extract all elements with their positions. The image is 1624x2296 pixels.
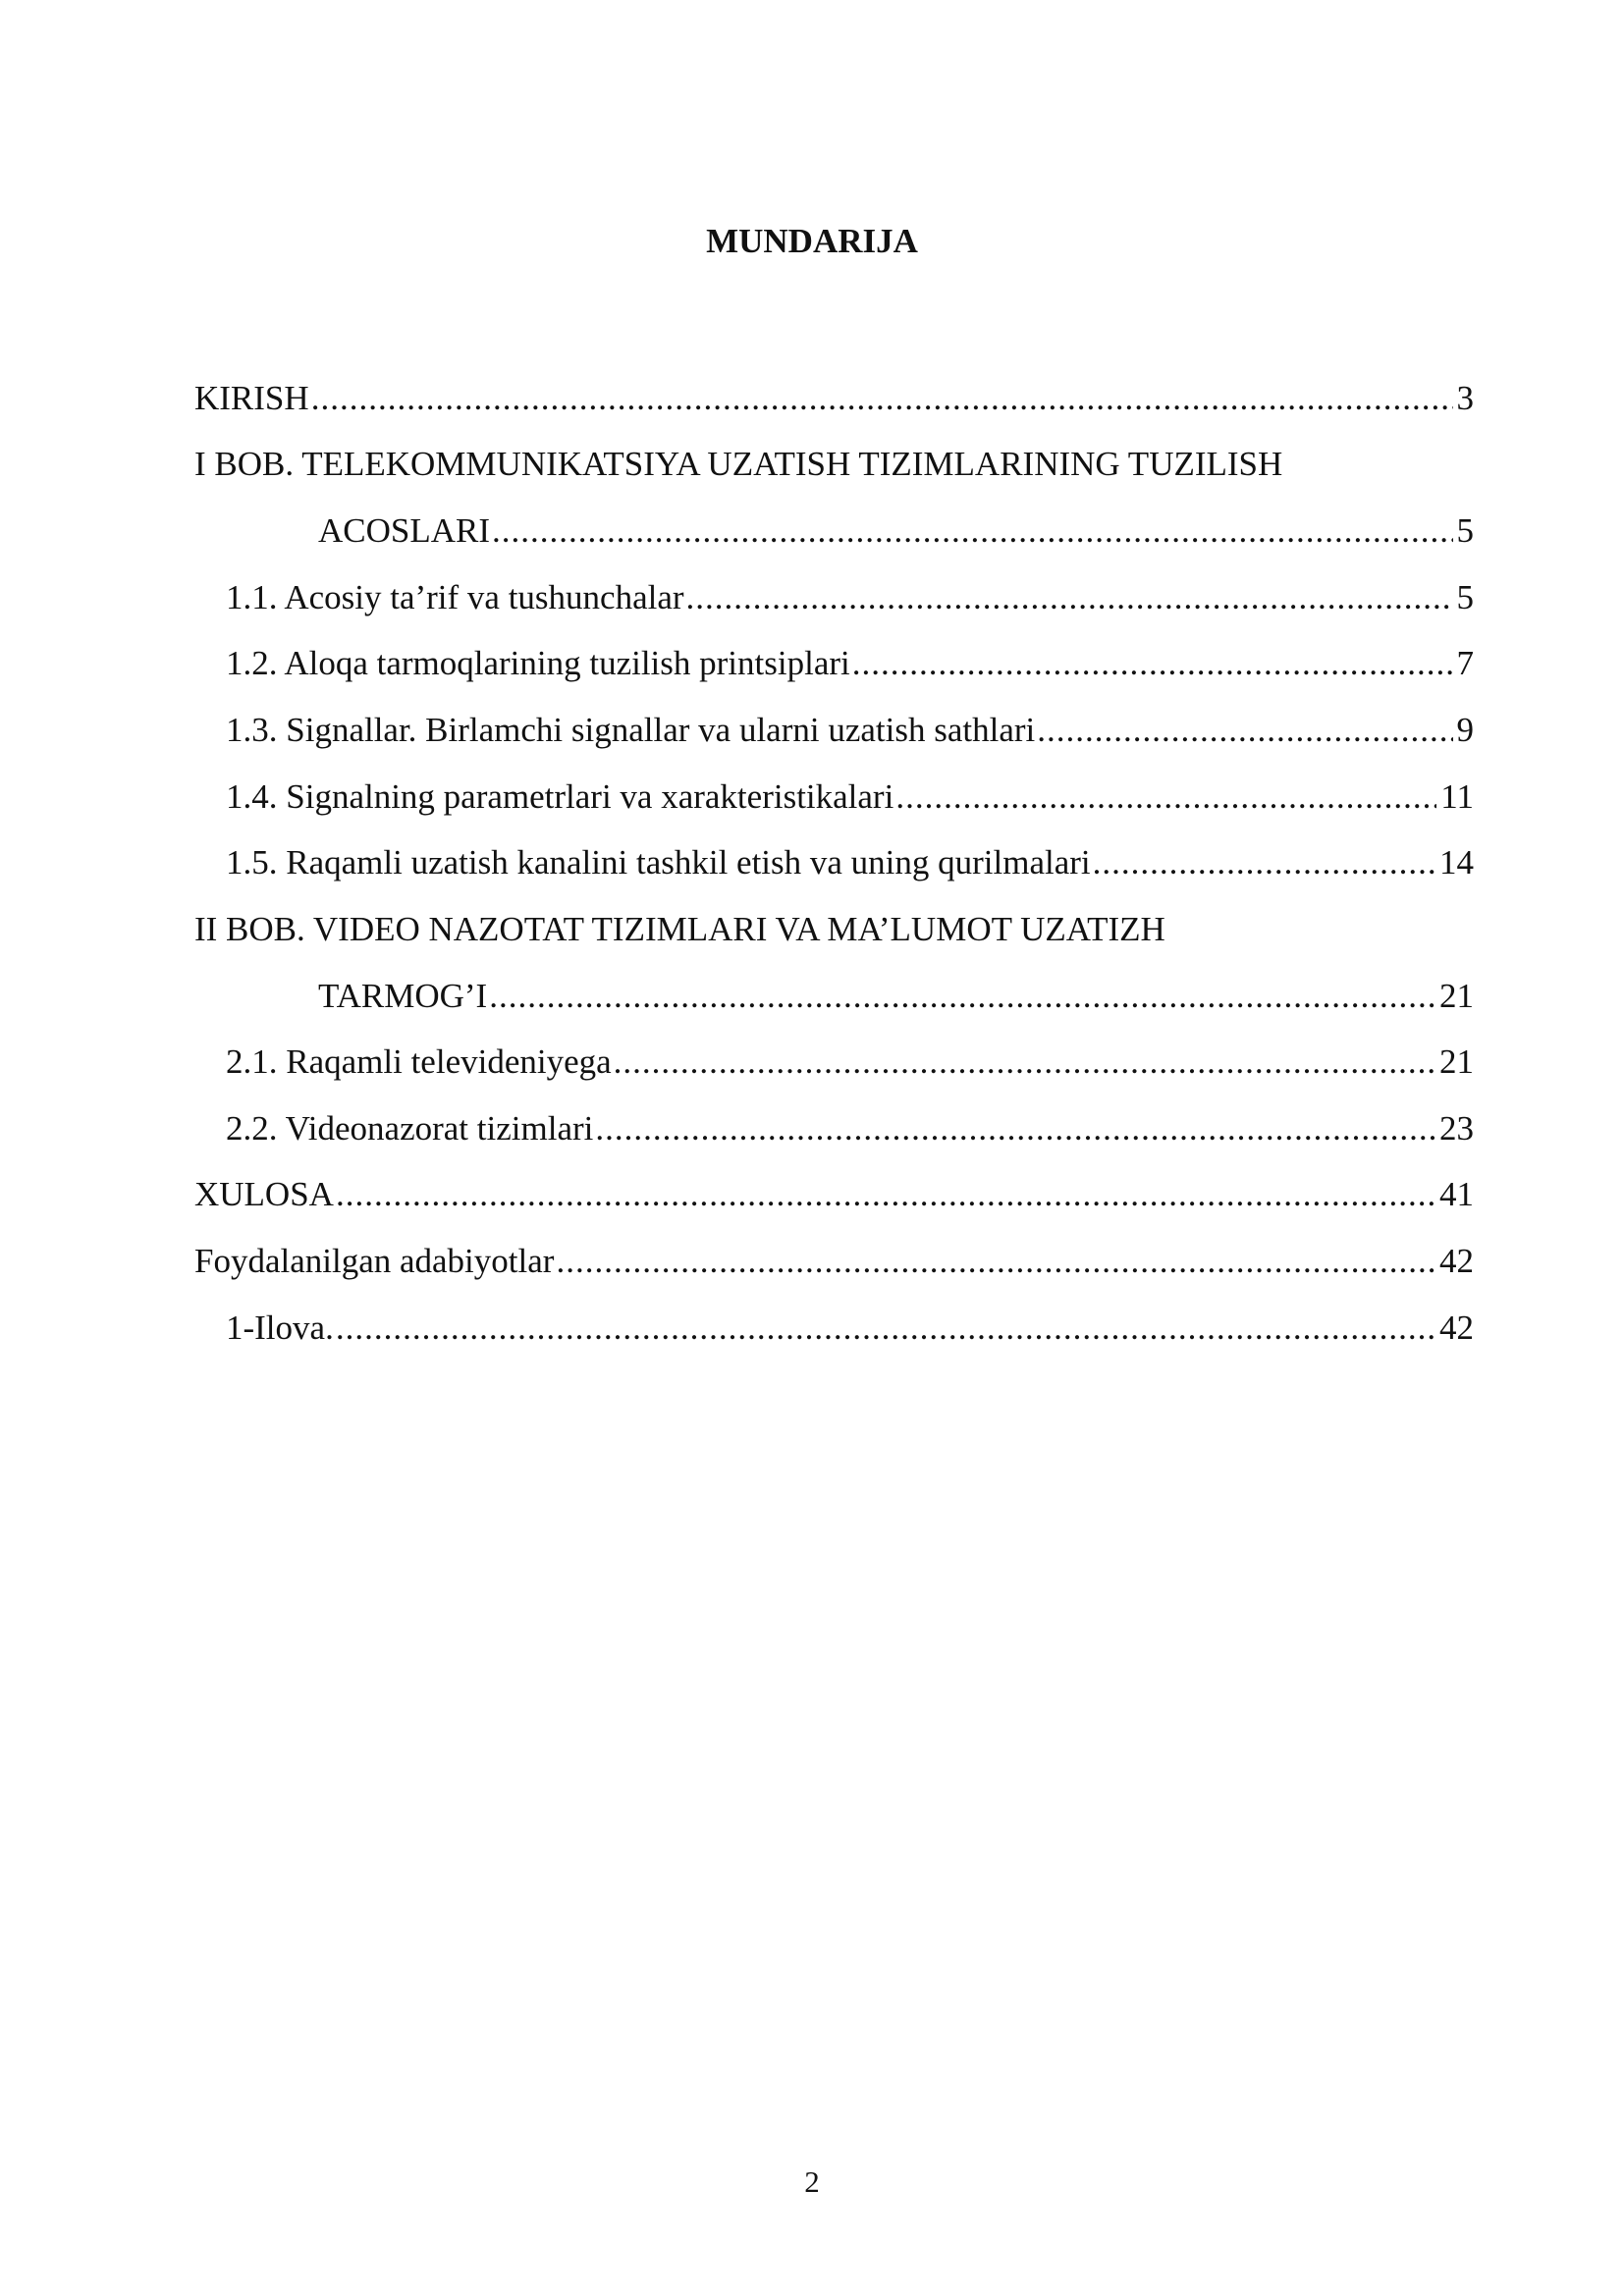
dot-leader: [336, 1173, 1435, 1216]
toc-entry-page: 14: [1439, 843, 1474, 881]
toc-entry-kirish[interactable]: [194, 377, 1474, 420]
dot-leader: [556, 1240, 1435, 1283]
toc-section-1-3[interactable]: [226, 709, 1474, 752]
dot-leader: [311, 377, 1453, 420]
toc-section-1-4[interactable]: [226, 775, 1474, 819]
toc-entry-page: 42: [1439, 1242, 1474, 1280]
toc-entry-page: 41: [1439, 1175, 1474, 1213]
toc-entry-label: 1.3. Signallar. Birlamchi signallar va ularni uzatish sathlari: [226, 711, 1036, 749]
toc-entry-page: 7: [1456, 644, 1474, 682]
toc-entry-label: 1.2. Aloqa tarmoqlarining tuzilish printsiplari: [226, 644, 850, 682]
dot-leader: [614, 1041, 1435, 1084]
toc-entry-page: 9: [1456, 711, 1474, 749]
toc-entry-label: 1.5. Raqamli uzatish kanalini tashkil etish va uning qurilmalari: [226, 843, 1091, 881]
dot-leader: [852, 642, 1453, 685]
toc-entry-label: 1-Ilova.: [226, 1308, 334, 1347]
dot-leader: [336, 1307, 1435, 1350]
toc-entry-references[interactable]: [194, 1240, 1474, 1283]
dot-leader: [492, 509, 1452, 553]
toc-entry-page: 5: [1456, 578, 1474, 616]
toc-entry-page: 3: [1456, 379, 1474, 417]
toc-entry-label: II BOB. VIDEO NAZOTAT TIZIMLARI VA MA’LUMOT UZATIZH: [194, 910, 1165, 948]
toc-entry-label: KIRISH: [194, 379, 309, 417]
toc-entry-label: 1.4. Signalning parametrlari va xarakteristikalari: [226, 777, 894, 816]
toc-section-2-1[interactable]: [226, 1041, 1474, 1084]
dot-leader: [489, 975, 1435, 1018]
toc-entry-label: 1.1. Acosiy ta’rif va tushunchalar: [226, 578, 684, 616]
dot-leader: [595, 1107, 1435, 1150]
toc-chapter-2-heading[interactable]: [194, 908, 1474, 951]
toc-entry-page: 42: [1439, 1308, 1474, 1347]
toc-entry-xulosa[interactable]: [194, 1173, 1474, 1216]
toc-entry-label: 2.1. Raqamli televideniyega: [226, 1042, 612, 1081]
toc-section-1-1[interactable]: [226, 576, 1474, 619]
toc-entry-label: I BOB. TELEKOMMUNIKATSIYA UZATISH TIZIMLARINING TUZILISH: [194, 445, 1283, 483]
dot-leader: [895, 775, 1436, 819]
toc-entry-label: Foydalanilgan adabiyotlar: [194, 1242, 555, 1280]
toc-entry-page: 11: [1440, 777, 1474, 816]
toc-entry-label: 2.2. Videonazorat tizimlari: [226, 1109, 594, 1148]
toc-entry-appendix[interactable]: [226, 1307, 1474, 1350]
toc-entry-label: XULOSA: [194, 1175, 334, 1213]
toc-chapter-2-continuation[interactable]: [318, 975, 1474, 1018]
toc-section-1-5[interactable]: [226, 841, 1474, 884]
toc-chapter-1-heading[interactable]: [194, 443, 1474, 486]
dot-leader: [1093, 841, 1435, 884]
toc-entry-page: 23: [1439, 1109, 1474, 1148]
toc-entry-page: 21: [1439, 1042, 1474, 1081]
dot-leader: [686, 576, 1453, 619]
page-title: MUNDARIJA: [706, 222, 918, 260]
toc-entry-page: 5: [1456, 511, 1474, 550]
toc-entry-label: ACOSLARI: [318, 511, 491, 550]
dot-leader: [1037, 709, 1452, 752]
page-number: 2: [804, 2164, 820, 2199]
toc-entry-label: TARMOG’I: [318, 977, 488, 1015]
toc-chapter-1-continuation[interactable]: [318, 509, 1474, 553]
toc-section-1-2[interactable]: [226, 642, 1474, 685]
toc-section-2-2[interactable]: [226, 1107, 1474, 1150]
toc-entry-page: 21: [1439, 977, 1474, 1015]
